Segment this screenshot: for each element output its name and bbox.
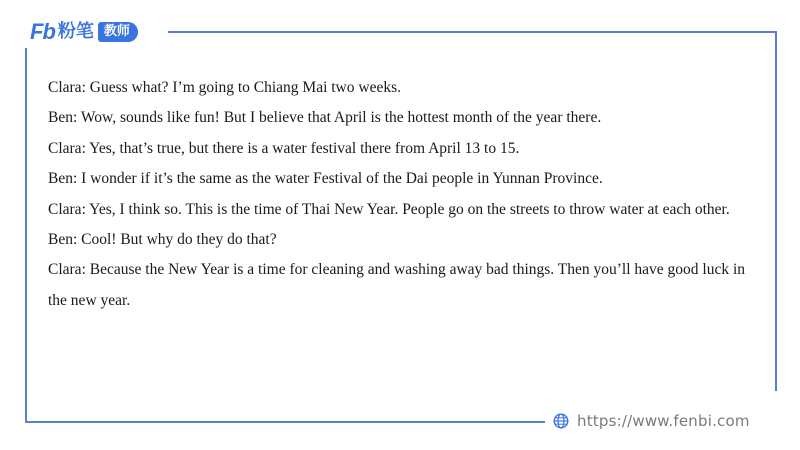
- fenbi-logo: [30, 20, 138, 44]
- footer-url: [553, 410, 750, 432]
- dialogue-line: Clara: Because the New Year is a time for cleaning and washing away bad things. Then you’ll have good luck in the new year.: [48, 261, 746, 309]
- frame-top-line: [168, 31, 776, 33]
- dialogue-line: Clara: Yes, I think so. This is the time of Thai New Year. People go on the streets to throw water at each other.: [48, 200, 730, 218]
- logo-latin: Fb: [30, 19, 55, 44]
- frame-bottom-line: [25, 421, 545, 423]
- dialogue-line: Clara: Guess what? I’m going to Chiang Mai two weeks.: [48, 79, 401, 96]
- dialogue-line: Clara: Yes, that’s true, but there is a water festival there from April 13 to 15.: [48, 139, 520, 157]
- logo-teacher-badge: 教师: [98, 22, 138, 42]
- dialogue-line: Ben: Cool! But why do they do that?: [48, 231, 277, 249]
- frame-left-line: [25, 48, 27, 422]
- dialogue-text: [48, 73, 760, 316]
- dialogue-line: Ben: Wow, sounds like fun! But I believe that April is the hottest month of the year there.: [48, 109, 602, 127]
- dialogue-line: Ben: I wonder if it’s the same as the water Festival of the Dai people in Yunnan Province.: [48, 170, 603, 188]
- website-url[interactable]: https://www.fenbi.com: [577, 412, 750, 430]
- frame-right-line: [775, 31, 777, 391]
- logo-chinese: 粉笔: [57, 21, 94, 42]
- globe-icon: [553, 413, 569, 429]
